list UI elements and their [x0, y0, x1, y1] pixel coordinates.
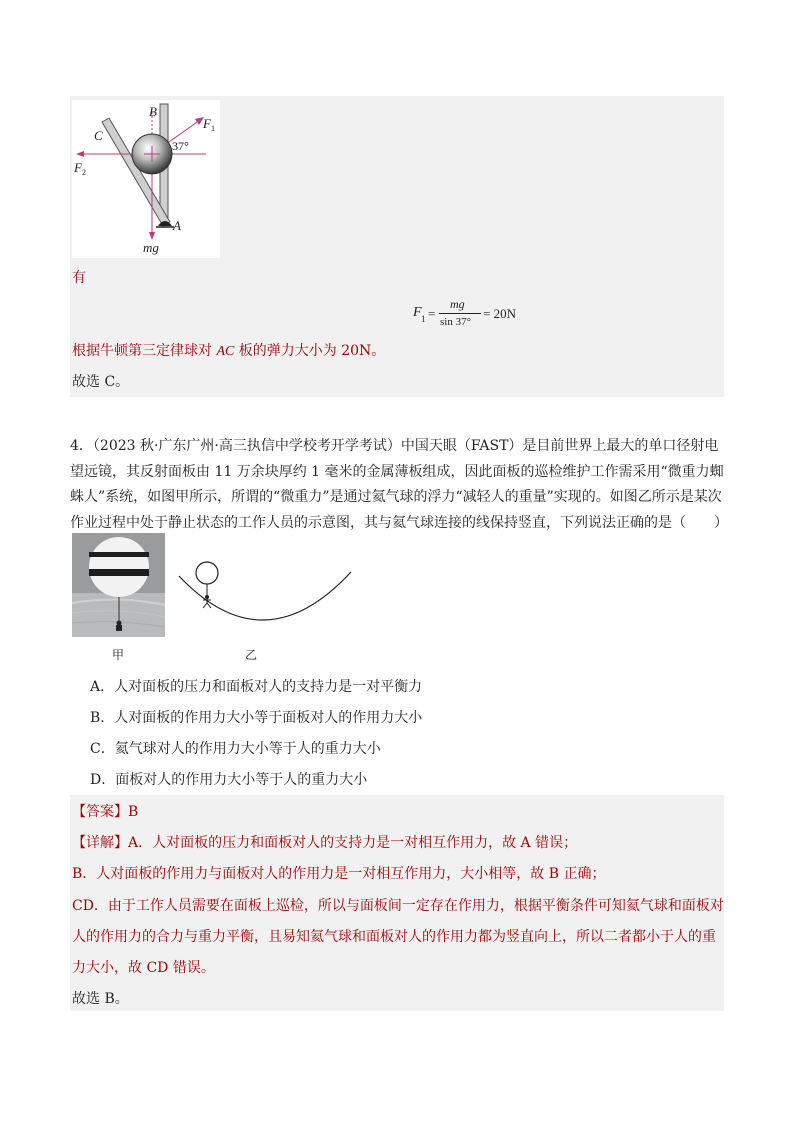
- label-f2: F: [74, 160, 82, 175]
- formula-denominator: sin 37°: [440, 316, 471, 328]
- conclusion-pre: 根据牛顿第三定律球对: [72, 343, 217, 359]
- formula-lhs: F: [413, 305, 422, 320]
- detail-line-4: 人的作用力的合力与重力平衡，且易知氦气球和面板对人的作用力都为竖直向上，所以二者都小于人的重: [72, 929, 716, 945]
- caption-b: 乙: [245, 648, 258, 662]
- worker-diagram-svg: [176, 556, 354, 622]
- option-d: D．面板对人的作用力大小等于人的重力大小: [90, 772, 368, 788]
- balloon: [89, 537, 149, 597]
- label-f1: F: [203, 116, 211, 131]
- label-a: A: [173, 218, 181, 233]
- detail-text-1: A．人对面板的压力和面板对人的支持力是一对相互作用力，故 A 错误；: [128, 835, 578, 851]
- final-choice: 故选 B。: [72, 991, 129, 1007]
- option-a: A．人对面板的压力和面板对人的支持力是一对平衡力: [90, 679, 423, 695]
- formula-lhs-sub: 1: [421, 314, 426, 324]
- answer-value: B: [128, 804, 139, 820]
- prev-intro: 有: [72, 270, 86, 286]
- answer-label: 【答案】: [72, 804, 128, 820]
- formula: [70, 292, 724, 338]
- formula-numerator: mg: [450, 297, 465, 311]
- label-c: C: [94, 128, 103, 143]
- detail-line-1: [72, 832, 577, 852]
- detail-line-5: 力大小，故 CD 错误。: [72, 960, 215, 976]
- force-diagram-svg: [72, 100, 220, 258]
- option-c: C．氦气球对人的作用力大小等于人的重力大小: [90, 741, 381, 757]
- detail-line-2: B．人对面板的作用力与面板对人的作用力是一对相互作用力，大小相等，故 B 正确；: [72, 866, 606, 882]
- formula-fraction: F 1 = mg sin 37° = 20N: [413, 297, 516, 328]
- label-f2-sub: 2: [82, 168, 86, 177]
- formula-rhs: = 20N: [483, 306, 516, 321]
- conclusion-var: AC: [216, 344, 235, 359]
- answer-line: [72, 801, 138, 821]
- detail-line-3: CD．由于工作人员需要在面板上巡检，所以与面板间一定存在作用力，根据平衡条件可知氦气球和面板对: [72, 898, 724, 914]
- conclusion-post: 板的弹力大小为 20N。: [234, 343, 386, 359]
- label-mg: mg: [143, 240, 159, 255]
- detail-label: 【详解】: [72, 835, 128, 851]
- fast-photo: [72, 533, 165, 637]
- answer-block: [70, 795, 724, 1011]
- option-b: B．人对面板的作用力大小等于面板对人的作用力大小: [90, 710, 423, 726]
- question-text: 4．（2023 秋·广东广州·高三执信中学校考开学考试）中国天眼（FAST）是目前世界上最大的单口径射电望远镜，其反射面板由 11 万余块厚约 1 毫米的金属薄板组成，因此面板的巡检维护工作需采用“微重力蜘蛛人”系统，如图甲所示，所谓的“微重力”是通过氦气球的浮力“减轻人的重量”实现的。如图乙所示是某次作业过程中处于静止状态的工作人员的示意图，其与氦气球连接的线保持竖直，下列说法正确的是（ ）: [70, 438, 728, 531]
- label-angle: 37°: [172, 139, 189, 153]
- caption-a: 甲: [112, 648, 125, 662]
- worker-diagram: [176, 556, 354, 622]
- balloon-outline: [196, 562, 218, 584]
- force-diagram: [72, 100, 220, 258]
- prev-choice: 故选 C。: [72, 374, 130, 390]
- label-f1-sub: 1: [211, 124, 215, 133]
- label-b: B: [149, 104, 157, 119]
- prev-conclusion: [72, 339, 726, 364]
- fast-photo-svg: [72, 533, 165, 637]
